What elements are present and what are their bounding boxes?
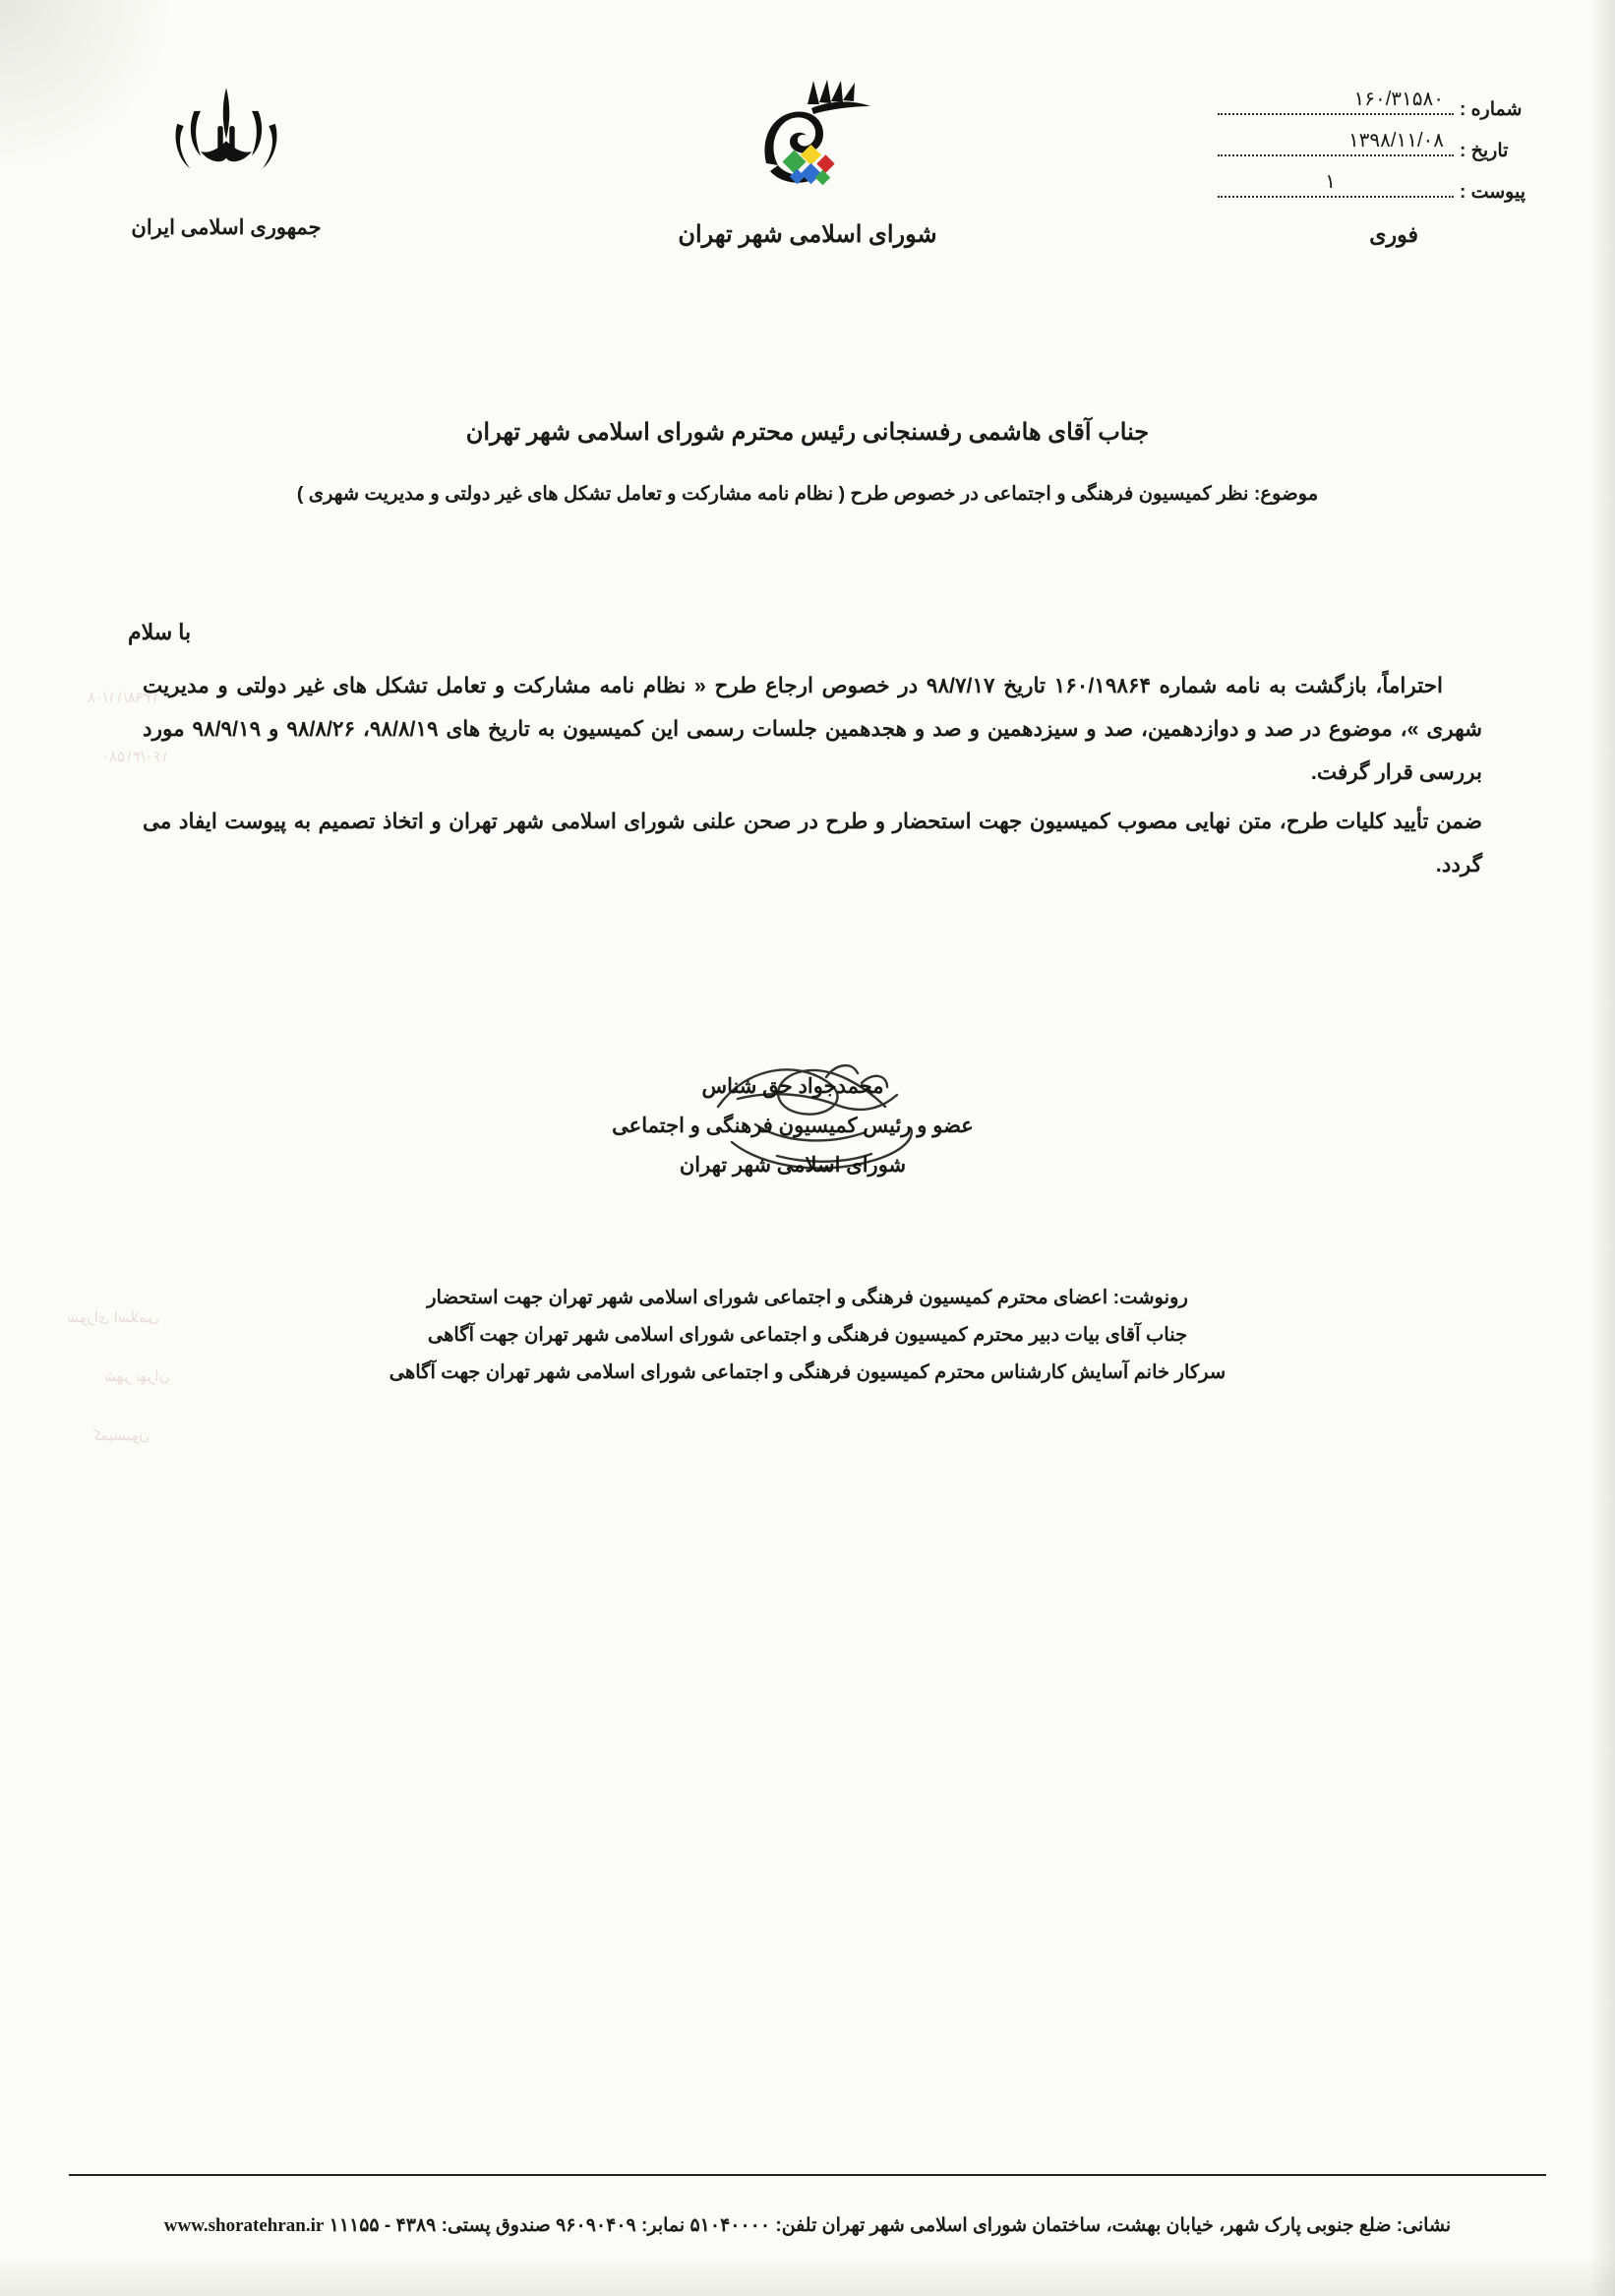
meta-label-number: شماره : (1460, 99, 1523, 120)
bleed-through-mark: ۱۳۹۸/۱۱/۰۸ (88, 690, 159, 706)
meta-label-attachment: پیوست : (1460, 182, 1526, 203)
letter-meta-block (1212, 89, 1536, 248)
meta-dots (1218, 89, 1454, 115)
urgency-label: فوری (1369, 222, 1418, 247)
meta-value-number: ۱۶۰/۳۱۵۸۰ (1353, 89, 1444, 110)
bleed-through-mark: ۱۶۰/۳۱۵۸۰ (101, 749, 169, 765)
letter-body (143, 664, 1482, 892)
national-emblem-icon (98, 79, 354, 202)
bleed-through-mark: کمیسیون (92, 1427, 150, 1444)
bleed-through-mark: شورای اسلامی (67, 1309, 159, 1326)
carbon-copy-list (59, 1279, 1556, 1391)
meta-dots (1218, 171, 1454, 198)
national-emblem (98, 79, 354, 240)
signer-name: محمدجواد حق شناس (701, 1075, 884, 1098)
signer-title-line-1: عضو و رئیس کمیسیون فرهنگی و اجتماعی (612, 1114, 974, 1137)
footer-divider (69, 2174, 1546, 2176)
signature-block (0, 1067, 1615, 1185)
national-emblem-caption: جمهوری اسلامی ایران (131, 216, 322, 239)
cc-item-1: رونوشت: اعضای محترم کمیسیون فرهنگی و اجتماعی شورای اسلامی شهر تهران جهت استحضار (427, 1287, 1188, 1308)
council-logo-icon (709, 69, 906, 216)
footer-address: نشانی: ضلع جنوبی پارک شهر، خیابان بهشت، ساختمان شورای اسلامی شهر تهران تلفن: ۵۱۰۴۰۰۰۰ نمابر: ۹۶۰۹۰۴۰۹ صندوق پستی: ۴۳۸۹ - ۱۱۱۵۵ (329, 2215, 1452, 2236)
footer-website[interactable]: www.shoratehran.ir (163, 2215, 325, 2236)
cc-item-3: سرکار خانم آسایش کارشناس محترم کمیسیون فرهنگی و اجتماعی شورای اسلامی شهر تهران جهت آگاهی (389, 1361, 1226, 1384)
meta-label-date: تاریخ : (1460, 141, 1509, 161)
bleed-through-mark: شهر تهران (103, 1368, 169, 1385)
scan-shadow-bottom (0, 2257, 1615, 2296)
subject-line: موضوع: نظر کمیسیون فرهنگی و اجتماعی در خصوص طرح ( نظام نامه مشارکت و تعامل تشکل های غیر دولتی و مدیریت شهری ) (296, 483, 1319, 505)
meta-dots (1218, 130, 1454, 156)
council-logo (645, 69, 970, 249)
footer (69, 2214, 1546, 2237)
council-logo-caption: شورای اسلامی شهر تهران (678, 221, 937, 248)
meta-row-attachment (1212, 171, 1536, 207)
meta-row-number (1212, 89, 1536, 124)
salutation: با سلام (128, 620, 192, 644)
addressee-line: جناب آقای هاشمی رفسنجانی رئیس محترم شورای اسلامی شهر تهران (465, 419, 1150, 446)
letter-header (59, 69, 1556, 295)
cc-item-2: جناب آقای بیات دبیر محترم کمیسیون فرهنگی و اجتماعی شورای اسلامی شهر تهران جهت آگاهی (427, 1324, 1188, 1347)
meta-row-date (1212, 130, 1536, 165)
body-paragraph-1: احتراماً، بازگشت به نامه شماره ۱۶۰/۱۹۸۶۴ تاریخ ۹۸/۷/۱۷ در خصوص ارجاع طرح « نظام نامه مشارکت و تعامل تشکل های غیر دولتی و مدیریت شهری »، موضوع در صد و دوازدهمین، صد و سیزدهمین و صد و هجدهمین جلسات رسمی این کمیسیون به تاریخ های ۹۸/۸/۱۹، ۹۸/۸/۲۶ و ۹۸/۹/۱۹ مورد بررسی قرار گرفت. (143, 674, 1483, 785)
body-paragraph-2: ضمن تأیید کلیات طرح، متن نهایی مصوب کمیسیون جهت استحضار و طرح در صحن علنی شورای اسلامی شهر تهران و اتخاذ تصمیم به پیوست ایفاد می گردد. (143, 810, 1482, 877)
signer-title-line-2: شورای اسلامی شهر تهران (679, 1153, 907, 1177)
meta-value-attachment: ۱ (1325, 171, 1336, 193)
meta-value-date: ۱۳۹۸/۱۱/۰۸ (1347, 130, 1444, 151)
